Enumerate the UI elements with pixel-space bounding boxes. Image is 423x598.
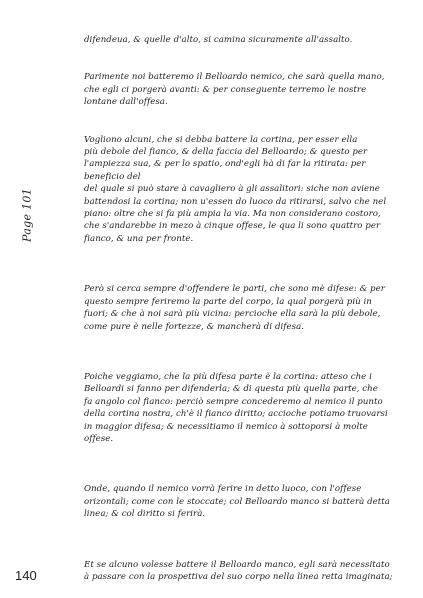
text-line: Poiche veggiamo, che la più difesa parte è la cortina: atteso che i <box>84 371 372 382</box>
text-line: più debole del fianco, & della faccia del Belloardo; & questo per <box>84 147 368 158</box>
text-line: fuori; & che à noi sarà più vicina: percioche ella sarà la più debole, <box>84 309 381 320</box>
text-line: Belloardi si fanno per difenderla; & di questa più quella parte, che <box>84 384 378 395</box>
body-text <box>84 34 393 583</box>
text-line: fianco, & una per fronte. <box>84 233 194 244</box>
text-line: lontane dall'offesa. <box>84 97 168 108</box>
paragraph-5 <box>84 371 388 445</box>
text-line: Et se alcuno volesse battere il Belloardo manco, egli sarà necessitato <box>84 559 390 570</box>
text-line: offese. <box>84 433 114 444</box>
paragraph-7 <box>84 559 393 584</box>
text-line: questo sempre feriremo la parte del corpo, la qual porgerà più in <box>84 296 372 307</box>
text-line: linea; & col diritto si ferirà. <box>84 509 206 520</box>
text-line: Vogliono alcuni, che si debba battere la cortina, per esser ella <box>84 134 358 145</box>
text-line: che egli ci porgerà avanti: & per conseguente terremo le nostre <box>84 84 367 95</box>
text-line: battendosi la cortina; non u'essen do luoco da ritirarsi, salvo che nel <box>84 196 387 207</box>
paragraph-1 <box>84 34 384 46</box>
text-line: à passare con la prospettiva del suo corpo nella linea retta imaginata; <box>84 571 393 582</box>
text-line: Parimente noi batteremo il Belloardo nemico, che sarà quella mano, <box>84 72 385 83</box>
text-line: che s'andarebbe in mezo à cinque offese, le qua li sono quattro per <box>84 221 381 232</box>
text-line: fa angolo col fianco: perciò sempre concederemo al nemico il punto <box>84 396 383 407</box>
text-line: del quale si può stare à cavagliero à gli assalitori: siche non aviene <box>84 184 380 195</box>
paragraph-3 <box>84 134 387 246</box>
text-line: l'ampiezza sua, & per lo spatio, ond'egli hà di far la ritirata: per <box>84 159 366 170</box>
text-line: difendeua, & quelle d'alto, si camina sicuramente all'assalto. <box>84 35 353 45</box>
paragraph-2 <box>84 71 384 108</box>
side-page-label-text: Page 101 <box>20 188 34 242</box>
paragraph-gap <box>84 109 384 134</box>
page-number: 140 <box>15 568 37 583</box>
paragraph-gap <box>84 46 384 71</box>
text-line: Però si cerca sempre d'offendere le parti, che sono mè difese: & per <box>84 284 385 295</box>
text-line: piano: oltre che si fa più ampia la via. Ma non considerano costoro, <box>84 209 381 220</box>
text-line: come pure è nelle fortezze, & mancherà di difesa. <box>84 321 305 332</box>
text-line: orizontali; come con le stoccate; col Belloardo manco si batterà detta <box>84 496 390 507</box>
paragraph-gap <box>84 521 384 559</box>
text-line: beneficio del <box>84 171 141 182</box>
paragraph-4 <box>84 283 384 333</box>
paragraph-gap <box>84 333 384 371</box>
text-line: in maggior difesa; & necessitiamo il nemico à sottoporsi à molte <box>84 421 368 432</box>
side-page-label <box>20 185 34 245</box>
paragraph-6 <box>84 483 390 520</box>
paragraph-gap <box>84 445 384 483</box>
paragraph-gap <box>84 245 384 283</box>
text-line: della cortina nostra, ch'è il fianco diritto; accioche potiamo truovarsi <box>84 409 388 420</box>
text-line: Onde, quando il nemico vorrà ferire in detto luoco, con l'offese <box>84 484 362 495</box>
